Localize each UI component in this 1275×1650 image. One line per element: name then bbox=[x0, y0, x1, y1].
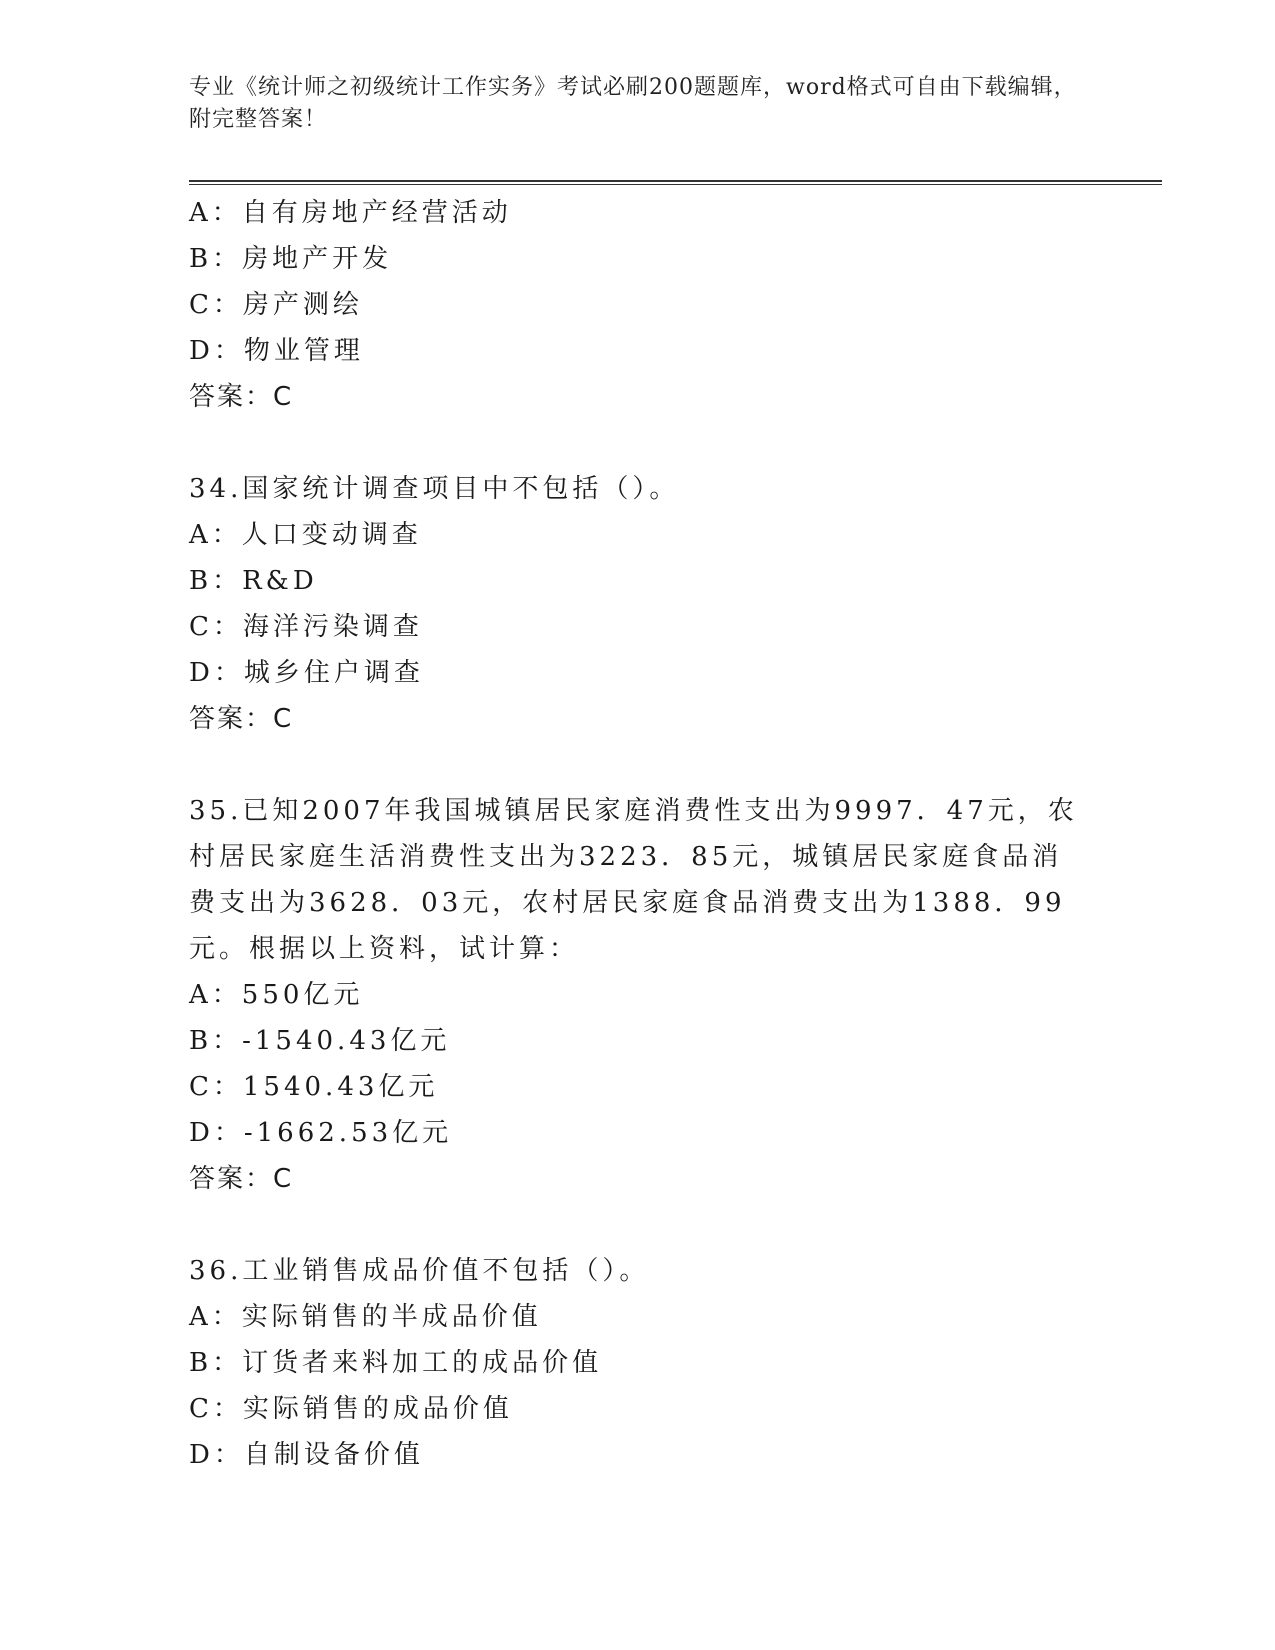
answer-line: 答案：C bbox=[189, 382, 294, 412]
spacer bbox=[189, 742, 1099, 788]
option-d: D：城乡住户调查 bbox=[189, 658, 424, 688]
question-block bbox=[189, 466, 1099, 742]
option-d: D：自制设备价值 bbox=[189, 1440, 424, 1470]
option-a: A：550亿元 bbox=[189, 980, 364, 1010]
option-a: A：自有房地产经营活动 bbox=[189, 198, 512, 228]
question-block bbox=[189, 788, 1099, 1202]
option-c: C：1540.43亿元 bbox=[189, 1072, 439, 1102]
option-c: C：海洋污染调查 bbox=[189, 612, 423, 642]
answer-line: 答案：C bbox=[189, 1164, 294, 1194]
header-divider-thin bbox=[189, 184, 1162, 185]
spacer bbox=[189, 420, 1099, 466]
question-stem: 36.工业销售成品价值不包括（）。 bbox=[189, 1256, 650, 1286]
question-stem: 35.已知2007年我国城镇居民家庭消费性支出为9997．47元，农村居民家庭生活消费性支出为3223．85元，城镇居民家庭食品消费支出为3628．03元，农村居民家庭食品消费支出为1388．99元。根据以上资料，试计算： bbox=[189, 796, 1078, 964]
option-d: D：-1662.53亿元 bbox=[189, 1118, 453, 1148]
option-d: D：物业管理 bbox=[189, 336, 364, 366]
question-list bbox=[189, 190, 1099, 1478]
header-divider bbox=[189, 180, 1162, 182]
answer-line: 答案：C bbox=[189, 704, 294, 734]
option-a: A：实际销售的半成品价值 bbox=[189, 1302, 542, 1332]
document-header: 专业《统计师之初级统计工作实务》考试必刷200题题库，word格式可自由下载编辑，附完整答案！ bbox=[189, 75, 1077, 132]
option-b: B：-1540.43亿元 bbox=[189, 1026, 451, 1056]
question-block bbox=[189, 190, 1099, 420]
option-c: C：房产测绘 bbox=[189, 290, 363, 320]
option-b: B：订货者来料加工的成品价值 bbox=[189, 1348, 603, 1378]
question-stem: 34.国家统计调查项目中不包括（）。 bbox=[189, 474, 680, 504]
option-b: B：房地产开发 bbox=[189, 244, 393, 274]
option-a: A：人口变动调查 bbox=[189, 520, 422, 550]
spacer bbox=[189, 1202, 1099, 1248]
option-c: C：实际销售的成品价值 bbox=[189, 1394, 513, 1424]
option-b: B：R&D bbox=[189, 566, 318, 596]
question-block bbox=[189, 1248, 1099, 1478]
